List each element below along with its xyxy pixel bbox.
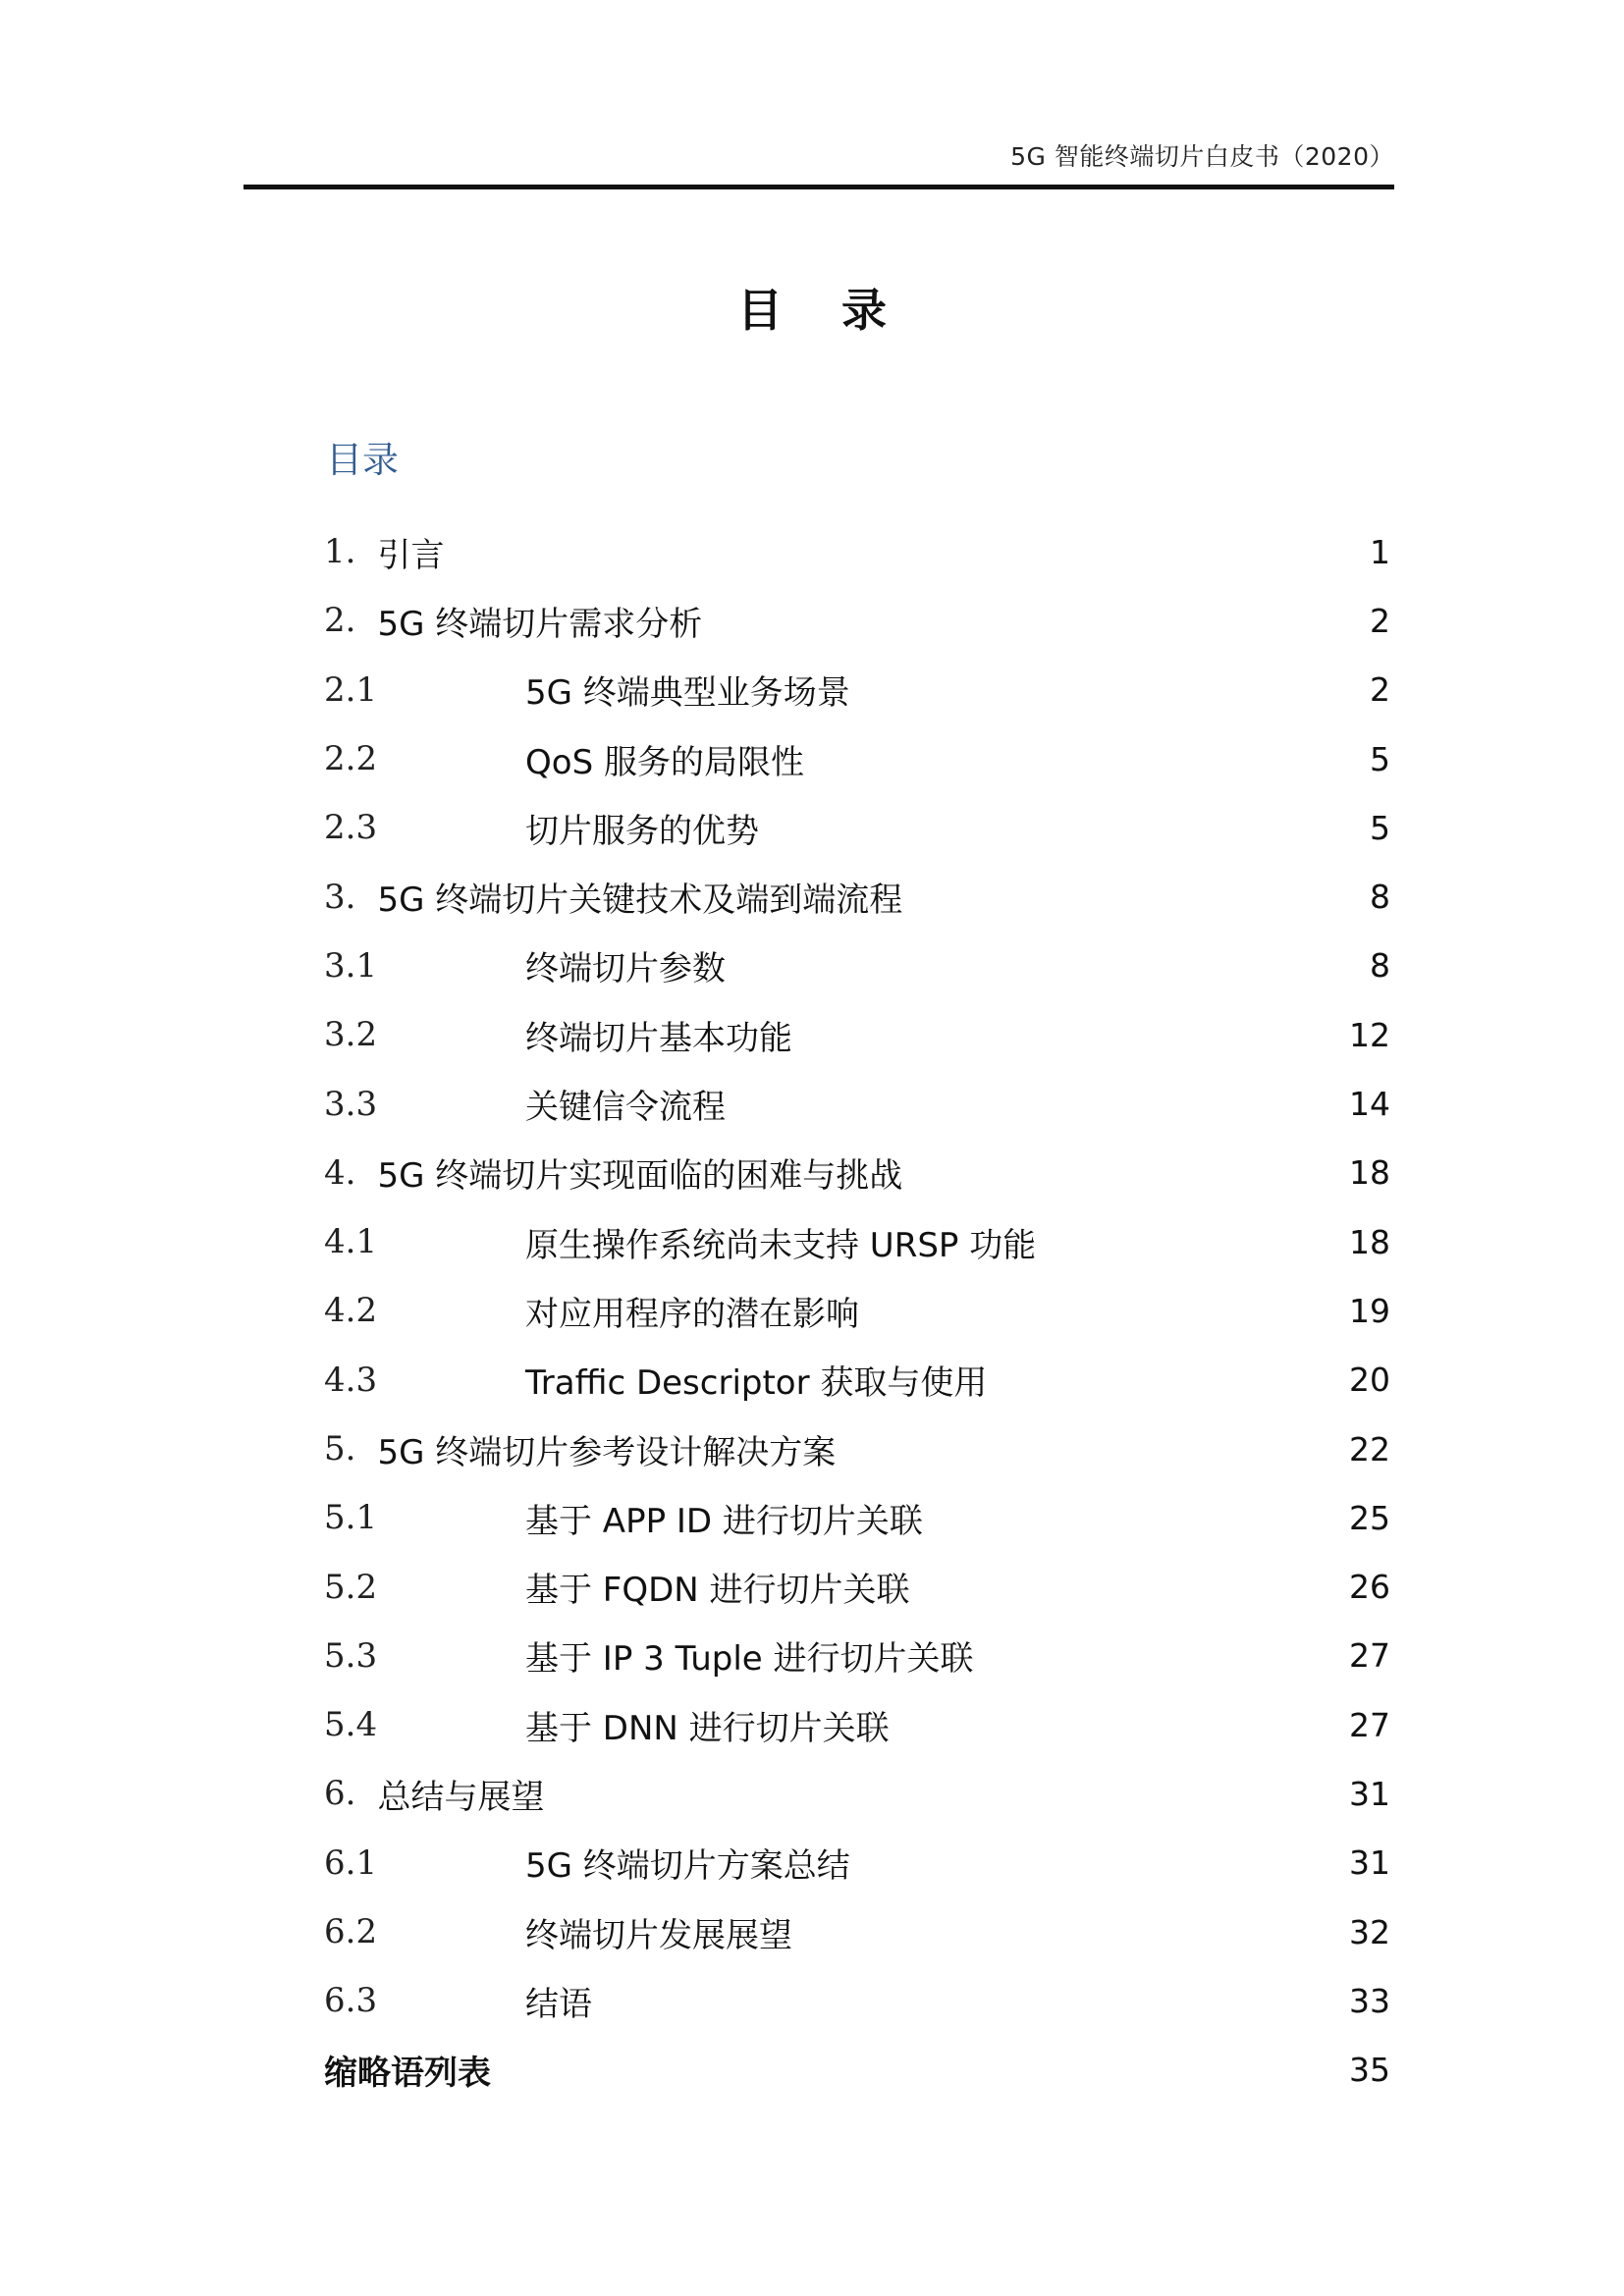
- toc-entry-page: 1: [1370, 532, 1390, 571]
- toc-entry-page: 5: [1370, 808, 1390, 847]
- toc-entry-2-1[interactable]: [324, 656, 1390, 724]
- toc-entry-title: 5G 终端切片实现面临的困难与挑战: [377, 1156, 903, 1197]
- toc-entry-number: 2.3: [324, 808, 378, 848]
- toc-entry-number: 4.2: [324, 1291, 378, 1331]
- toc-entry-number: 3.3: [324, 1084, 378, 1124]
- toc-entry-title: 5G 终端切片参考设计解决方案: [377, 1432, 837, 1472]
- toc-entry-6[interactable]: [324, 1759, 1390, 1828]
- toc-entry-title: 对应用程序的潜在影响: [525, 1294, 859, 1334]
- toc-entry-page: 12: [1349, 1015, 1390, 1054]
- toc-entry-page: 5: [1370, 739, 1390, 778]
- toc-entry-page: 22: [1349, 1429, 1390, 1468]
- toc-entry-number: 3.2: [324, 1015, 378, 1055]
- header-divider: [244, 185, 1394, 189]
- toc-entry-title: 原生操作系统尚未支持 URSP 功能: [525, 1225, 1037, 1265]
- toc-entry-title: 缩略语列表: [324, 2054, 491, 2094]
- toc-entry-4-2[interactable]: [324, 1276, 1390, 1345]
- toc-entry-title: 总结与展望: [377, 1777, 545, 1817]
- toc-entry-title: 5G 终端典型业务场景: [525, 673, 850, 714]
- toc-entry-number: 6.: [324, 1774, 356, 1814]
- page-title-char-1: 目: [737, 284, 783, 337]
- table-of-contents: [324, 517, 1390, 2105]
- toc-entry-number: 6.2: [324, 1912, 378, 1952]
- toc-entry-number: 6.1: [324, 1842, 378, 1883]
- toc-entry-2[interactable]: [324, 586, 1390, 655]
- toc-entry-title: 终端切片发展展望: [525, 1915, 792, 1955]
- toc-entry-number: 2.1: [324, 669, 378, 710]
- toc-entry-page: 8: [1370, 878, 1390, 917]
- toc-entry-title: 5G 终端切片关键技术及端到端流程: [377, 881, 903, 921]
- toc-entry-number: 4.3: [324, 1360, 378, 1400]
- toc-entry-page: 31: [1349, 1774, 1390, 1813]
- toc-entry-number: 5.4: [324, 1705, 378, 1745]
- toc-entry-title: 基于 IP 3 Tuple 进行切片关联: [525, 1639, 974, 1680]
- toc-entry-5-3[interactable]: [324, 1622, 1390, 1690]
- toc-entry-page: 2: [1370, 670, 1390, 710]
- toc-entry-page: 18: [1349, 1222, 1390, 1261]
- page-title-char-2: 录: [841, 284, 887, 337]
- toc-entry-number: 4.1: [324, 1222, 378, 1262]
- toc-entry-number: 5.: [324, 1429, 356, 1468]
- toc-entry-page: 27: [1349, 1636, 1390, 1676]
- toc-entry-title: 基于 FQDN 进行切片关联: [525, 1571, 910, 1611]
- toc-entry-3-1[interactable]: [324, 932, 1390, 1000]
- toc-entry-5-2[interactable]: [324, 1552, 1390, 1621]
- toc-entry-page: 14: [1349, 1085, 1390, 1124]
- toc-entry-3-2[interactable]: [324, 1000, 1390, 1069]
- toc-entry-abbreviations[interactable]: [324, 2036, 1390, 2105]
- toc-entry-number: 5.1: [324, 1498, 378, 1538]
- toc-entry-title: 关键信令流程: [525, 1088, 726, 1128]
- toc-entry-2-2[interactable]: [324, 724, 1390, 793]
- toc-entry-2-3[interactable]: [324, 793, 1390, 862]
- toc-entry-4-1[interactable]: [324, 1207, 1390, 1276]
- toc-entry-title: 结语: [525, 1984, 592, 2024]
- toc-entry-4[interactable]: [324, 1139, 1390, 1207]
- toc-entry-page: 35: [1349, 2051, 1390, 2090]
- toc-entry-page: 19: [1349, 1291, 1390, 1330]
- toc-entry-page: 8: [1370, 946, 1390, 986]
- toc-entry-title: 切片服务的优势: [525, 811, 759, 851]
- page-title: [0, 275, 1624, 340]
- running-header-title: 5G 智能终端切片白皮书（2020）: [1010, 142, 1394, 171]
- toc-entry-6-3[interactable]: [324, 1966, 1390, 2035]
- toc-entry-1[interactable]: [324, 517, 1390, 586]
- toc-entry-3[interactable]: [324, 862, 1390, 931]
- toc-entry-5[interactable]: [324, 1415, 1390, 1483]
- toc-entry-page: 32: [1349, 1912, 1390, 1951]
- toc-entry-title: 5G 终端切片方案总结: [525, 1846, 850, 1887]
- toc-entry-title: 终端切片基本功能: [525, 1018, 792, 1058]
- toc-entry-6-1[interactable]: [324, 1829, 1390, 1897]
- toc-entry-title: 终端切片参数: [525, 949, 726, 989]
- toc-entry-number: 1.: [324, 532, 356, 572]
- toc-entry-5-4[interactable]: [324, 1690, 1390, 1759]
- toc-heading: 目录: [326, 439, 399, 481]
- toc-entry-title: 基于 APP ID 进行切片关联: [525, 1501, 923, 1541]
- toc-entry-page: 25: [1349, 1498, 1390, 1537]
- toc-entry-number: 2.2: [324, 739, 378, 779]
- toc-entry-title: 引言: [377, 535, 445, 575]
- toc-entry-title: 5G 终端切片需求分析: [377, 604, 703, 644]
- toc-entry-title: QoS 服务的局限性: [525, 742, 804, 782]
- toc-entry-page: 18: [1349, 1153, 1390, 1193]
- toc-entry-page: 33: [1349, 1981, 1390, 2020]
- toc-entry-number: 6.3: [324, 1981, 378, 2021]
- toc-entry-page: 27: [1349, 1705, 1390, 1744]
- toc-entry-number: 5.3: [324, 1635, 378, 1676]
- toc-entry-page: 2: [1370, 601, 1390, 640]
- toc-entry-3-3[interactable]: [324, 1069, 1390, 1138]
- toc-entry-5-1[interactable]: [324, 1483, 1390, 1552]
- toc-entry-number: 4.: [324, 1152, 356, 1193]
- toc-entry-number: 3.: [324, 877, 356, 917]
- toc-entry-number: 5.2: [324, 1567, 378, 1607]
- toc-entry-page: 26: [1349, 1568, 1390, 1607]
- toc-entry-page: 31: [1349, 1843, 1390, 1883]
- toc-entry-6-2[interactable]: [324, 1897, 1390, 1966]
- toc-entry-4-3[interactable]: [324, 1346, 1390, 1415]
- toc-entry-number: 2.: [324, 601, 356, 641]
- toc-entry-number: 3.1: [324, 945, 378, 986]
- toc-entry-title: 基于 DNN 进行切片关联: [525, 1708, 890, 1748]
- toc-entry-page: 20: [1349, 1361, 1390, 1400]
- toc-entry-title: Traffic Descriptor 获取与使用: [525, 1363, 988, 1404]
